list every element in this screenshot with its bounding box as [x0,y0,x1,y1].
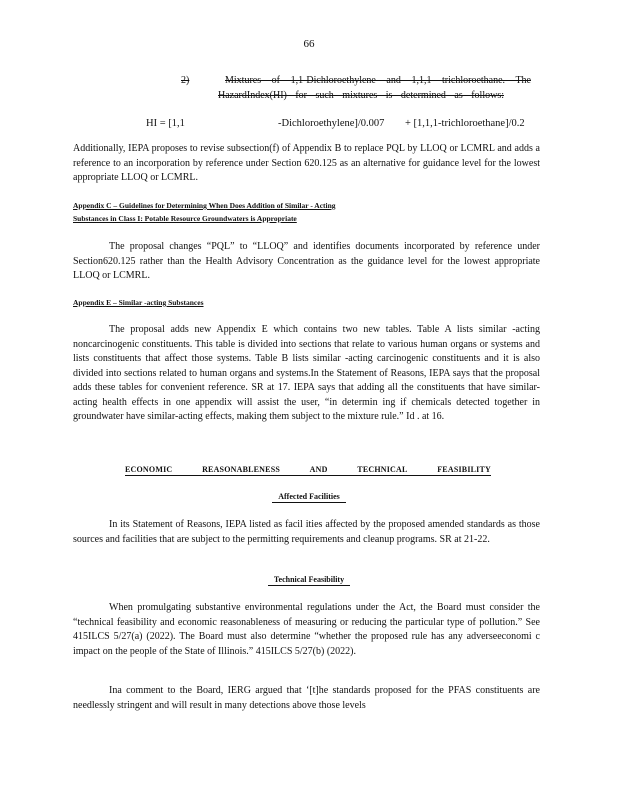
hazard-index-formula-middle: -Dichloroethylene]/0.007 [278,118,385,129]
heading-appendix-c-line-1: Appendix C – Guidelines for Determining When Does Addition of Similar - Acting [73,201,336,210]
paragraph-affected-facilities: In its Statement of Reasons, IEPA listed as facil ities affected by the proposed amended standards as those sources and facilities that are subject to the permitting requirements and cleanup programs. SR at 21-22. [73,519,540,545]
heading-affected-facilities-text: Affected Facilities [272,492,346,503]
econ-heading-word-5: FEASIBILITY [437,465,491,474]
econ-heading-word-3: AND [309,465,328,474]
paragraph-appendix-e: The proposal adds new Appendix E which contains two new tables. Table A lists similar -acting noncarcinogenic constituents. This table is divided into sections that relate to various human organs or systems and lists constituents that affect those systems. Table B lists similar -acting carcinogenic constituents and it is also divided into sections related to human organs and systems.In the Statement of Reasons, IEPA says that the proposal adds these tables for convenient reference. SR at 17. IEPA says that adding all the constituents that have similar-acting health effects in one appendix will assist the user, “in determin ing if chemicals detected together in groundwater have similar-acting effects, making them subject to the mixture rule.” Id . at 16. [73,324,540,422]
heading-technical-feasibility-text: Technical Feasibility [268,575,350,586]
econ-heading-word-1: ECONOMIC [125,465,173,474]
heading-appendix-e-text: Appendix E – Similar -acting Substances [73,298,204,307]
heading-technical-feasibility [0,575,618,584]
heading-appendix-e [73,296,204,309]
paragraph-appendix-c: The proposal changes “PQL” to “LLOQ” and identifies documents incorporated by reference under Section620.125 rather than the Health Advisory Concentration as the guidance level for the lowest appropriate LLOQ or LCMRL. [73,241,540,281]
page-number: 66 [303,38,315,50]
heading-appendix-c-line-2: Substances in Class I: Potable Resource Groundwaters is Appropriate [73,214,297,223]
heading-economic-reasonableness [125,465,491,476]
hazard-index-formula-right: + [1,1,1-trichloroethane]/0.2 [405,118,525,129]
heading-appendix-c [73,199,336,225]
econ-heading-word-2: REASONABLENESS [202,465,280,474]
heading-affected-facilities [0,492,618,501]
econ-heading-word-4: TECHNICAL [357,465,408,474]
paragraph-appendix-b-revision: Additionally, IEPA proposes to revise subsection(f) of Appendix B to replace PQL by LLOQ or LCMRL and adds a reference to an incorporation by reference under Section 620.125 as an alternative for guidance level for the lowest appropriate LLOQ or LCMRL. [73,143,540,183]
paragraph-technical-feasibility: When promulgating substantive environmental regulations under the Act, the Board must consider the “technical feasibility and economic reasonableness of measuring or reducing the particular type of pollution.” See 415ILCS 5/27(a) (2022). The Board must also determine “whether the proposed rule has any adverseeconomi c impact on the people of the State of Illinois.” 415ILCS 5/27(b) (2022). [73,602,540,657]
struck-formula-line-1: Mixtures of 1,1-Dichloroethylene and 1,1,1 trichloroethane. The [225,75,531,86]
struck-formula-line-2: HazardIndex(HI) for such mixtures is determined as follows: [218,90,504,101]
formula-item-number: 2) [181,75,190,86]
paragraph-ierg-comment: Ina comment to the Board, IERG argued that ‘[t]he standards proposed for the PFAS constituents are needlessly stringent and will result in many detections above those levels [73,685,540,711]
hazard-index-formula-left: HI = [1,1 [146,118,185,129]
